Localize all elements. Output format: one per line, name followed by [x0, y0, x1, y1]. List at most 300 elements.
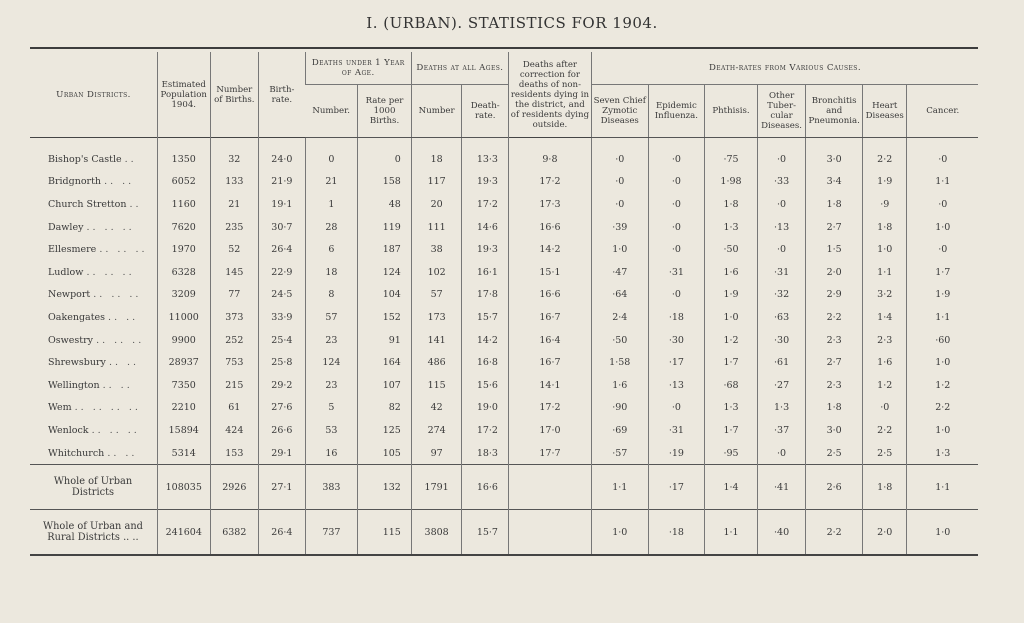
birth-rate-cell: 26·4: [259, 510, 306, 556]
header-other-tubercular: Other Tuber-cular Diseases.: [757, 85, 806, 138]
corrected-rate-cell: 16·4: [508, 329, 591, 352]
cancer-cell: 1·0: [907, 216, 978, 239]
births-cell: 235: [210, 216, 259, 239]
population-cell: 11000: [157, 306, 210, 329]
leader-dots: .. .. .. ..: [74, 402, 141, 414]
infant-deaths-cell: 8: [305, 284, 358, 307]
top-rule: [30, 47, 978, 49]
death-rate-cell: 15·7: [462, 510, 509, 556]
infant-rate-cell: 48: [358, 193, 412, 216]
district-name-cell: [30, 284, 157, 307]
infant-rate-cell: 0: [358, 138, 412, 171]
population-cell: 7350: [157, 374, 210, 397]
heart-cell: 1·4: [862, 306, 907, 329]
cancer-cell: 1·1: [907, 465, 978, 510]
leader-dots: .. ..: [104, 176, 135, 188]
infant-deaths-cell: 0: [305, 138, 358, 171]
infant-deaths-cell: 737: [305, 510, 358, 556]
deaths-cell: 111: [411, 216, 462, 239]
tubercular-cell: ·30: [757, 329, 806, 352]
district-name-cell: [30, 351, 157, 374]
zymotic-cell: ·47: [591, 261, 648, 284]
infant-rate-cell: 158: [358, 171, 412, 194]
zymotic-cell: ·64: [591, 284, 648, 307]
deaths-cell: 486: [411, 351, 462, 374]
district-name-cell: [30, 397, 157, 420]
influenza-cell: ·0: [648, 284, 705, 307]
influenza-cell: ·0: [648, 238, 705, 261]
bronchitis-cell: 3·0: [806, 138, 863, 171]
influenza-cell: ·31: [648, 261, 705, 284]
corrected-rate-cell: 16·6: [508, 284, 591, 307]
table-row: [30, 261, 978, 284]
leader-dots: .. ..: [108, 357, 140, 369]
table-row: [30, 238, 978, 261]
death-rate-cell: 19·3: [462, 238, 509, 261]
infant-deaths-cell: 18: [305, 261, 358, 284]
bronchitis-cell: 2·7: [806, 351, 863, 374]
tubercular-cell: ·33: [757, 171, 806, 194]
death-rate-cell: 15·7: [462, 306, 509, 329]
cancer-cell: ·0: [907, 138, 978, 171]
leader-dots: .. .. ..: [86, 266, 135, 278]
phthisis-cell: 1·7: [705, 419, 758, 442]
population-cell: 108035: [157, 465, 210, 510]
birth-rate-cell: 22·9: [259, 261, 306, 284]
heart-cell: 1·6: [862, 351, 907, 374]
births-cell: 2926: [210, 465, 259, 510]
infant-rate-cell: 115: [358, 510, 412, 556]
district-name-cell: [30, 306, 157, 329]
district-name: Newport: [48, 289, 91, 301]
births-cell: 424: [210, 419, 259, 442]
births-cell: 133: [210, 171, 259, 194]
tubercular-cell: ·0: [757, 238, 806, 261]
phthisis-cell: 1·2: [705, 329, 758, 352]
population-cell: 15894: [157, 419, 210, 442]
zymotic-cell: ·0: [591, 138, 648, 171]
district-name-cell: [30, 193, 157, 216]
table-row: [30, 193, 978, 216]
infant-deaths-cell: 6: [305, 238, 358, 261]
phthisis-cell: 1·98: [705, 171, 758, 194]
zymotic-cell: ·39: [591, 216, 648, 239]
deaths-cell: 3808: [411, 510, 462, 556]
birth-rate-cell: 26·4: [259, 238, 306, 261]
infant-rate-cell: 164: [358, 351, 412, 374]
zymotic-cell: ·50: [591, 329, 648, 352]
heart-cell: 1·1: [862, 261, 907, 284]
cancer-cell: ·0: [907, 238, 978, 261]
district-name: Whitchurch: [48, 447, 105, 459]
bronchitis-cell: 2·5: [806, 442, 863, 465]
corrected-rate-cell: 17·7: [508, 442, 591, 465]
total-rows: [30, 465, 978, 556]
cancer-cell: 1·1: [907, 306, 978, 329]
tubercular-cell: ·32: [757, 284, 806, 307]
birth-rate-cell: 33·9: [259, 306, 306, 329]
bronchitis-cell: 1·8: [806, 397, 863, 420]
influenza-cell: ·19: [648, 442, 705, 465]
tubercular-cell: ·0: [757, 138, 806, 171]
leader-dots: .. ..: [108, 311, 139, 323]
death-rate-cell: 15·6: [462, 374, 509, 397]
corrected-rate-cell: [508, 510, 591, 556]
phthisis-cell: 1·8: [705, 193, 758, 216]
population-cell: 5314: [157, 442, 210, 465]
zymotic-cell: ·57: [591, 442, 648, 465]
infant-deaths-cell: 16: [305, 442, 358, 465]
header-death-rates-various-causes: Death-rates from Various Causes.: [591, 52, 978, 85]
infant-rate-cell: 82: [358, 397, 412, 420]
population-cell: 1350: [157, 138, 210, 171]
district-name: Shrewsbury: [48, 357, 106, 369]
births-cell: 32: [210, 138, 259, 171]
corrected-rate-cell: 14·2: [508, 238, 591, 261]
infant-rate-cell: 124: [358, 261, 412, 284]
district-name: Oswestry: [48, 334, 94, 346]
births-cell: 145: [210, 261, 259, 284]
corrected-rate-cell: 17·2: [508, 171, 591, 194]
births-cell: 6382: [210, 510, 259, 556]
leader-dots: .. ..: [107, 447, 138, 459]
infant-deaths-cell: 383: [305, 465, 358, 510]
district-name: Dawley: [48, 221, 84, 233]
population-cell: 2210: [157, 397, 210, 420]
births-cell: 215: [210, 374, 259, 397]
cancer-cell: 1·2: [907, 374, 978, 397]
district-name-cell: [30, 442, 157, 465]
infant-rate-cell: 104: [358, 284, 412, 307]
header-deaths-under-1-rate: Rate per 1000 Births.: [358, 85, 412, 138]
infant-deaths-cell: 23: [305, 329, 358, 352]
tubercular-cell: ·13: [757, 216, 806, 239]
table-row: [30, 284, 978, 307]
header-bronchitis-pneumonia: Bronchitis and Pneumonia.: [806, 85, 863, 138]
header-cancer: Cancer.: [907, 85, 978, 138]
births-cell: 52: [210, 238, 259, 261]
district-name-cell: [30, 374, 157, 397]
zymotic-cell: 1·0: [591, 238, 648, 261]
birth-rate-cell: 29·2: [259, 374, 306, 397]
corrected-rate-cell: 17·2: [508, 397, 591, 420]
population-cell: 9900: [157, 329, 210, 352]
bronchitis-cell: 2·3: [806, 374, 863, 397]
district-rows: [30, 138, 978, 465]
corrected-rate-cell: 9·8: [508, 138, 591, 171]
infant-deaths-cell: 57: [305, 306, 358, 329]
leader-dots: ..: [129, 198, 142, 210]
deaths-cell: 173: [411, 306, 462, 329]
birth-rate-cell: 27·1: [259, 465, 306, 510]
district-name-cell: [30, 261, 157, 284]
influenza-cell: ·0: [648, 193, 705, 216]
table-row: [30, 442, 978, 465]
heart-cell: 1·8: [862, 465, 907, 510]
influenza-cell: ·0: [648, 138, 705, 171]
heart-cell: 1·2: [862, 374, 907, 397]
bronchitis-cell: 2·2: [806, 306, 863, 329]
corrected-rate-cell: 16·7: [508, 351, 591, 374]
tubercular-cell: ·0: [757, 193, 806, 216]
tubercular-cell: 1·3: [757, 397, 806, 420]
phthisis-cell: ·75: [705, 138, 758, 171]
statistics-table: [30, 52, 978, 556]
leader-dots: .. .. ..: [93, 289, 142, 301]
corrected-rate-cell: 16·6: [508, 216, 591, 239]
header-birth-rate: Birth-rate.: [259, 52, 306, 138]
table-row: [30, 306, 978, 329]
deaths-cell: 18: [411, 138, 462, 171]
tubercular-cell: ·31: [757, 261, 806, 284]
bronchitis-cell: 2·6: [806, 465, 863, 510]
header-deaths-under-1-year: Deaths under 1 Year of Age.: [305, 52, 411, 85]
table-row: [30, 397, 978, 420]
infant-rate-cell: 187: [358, 238, 412, 261]
district-name: Ellesmere: [48, 244, 97, 256]
heart-cell: 2·3: [862, 329, 907, 352]
births-cell: 252: [210, 329, 259, 352]
leader-dots: .. ..: [102, 379, 133, 391]
cancer-cell: 1·0: [907, 510, 978, 556]
heart-cell: 2·2: [862, 138, 907, 171]
district-name: Bishop's Castle: [48, 153, 122, 165]
bronchitis-cell: 2·0: [806, 261, 863, 284]
district-name: Wem: [48, 402, 72, 414]
bronchitis-cell: 2·2: [806, 510, 863, 556]
heart-cell: 1·8: [862, 216, 907, 239]
header-deaths-at-all-ages: Deaths at all Ages.: [411, 52, 508, 85]
header-estimated-population: Estimated Population 1904.: [157, 52, 210, 138]
birth-rate-cell: 25·4: [259, 329, 306, 352]
deaths-cell: 117: [411, 171, 462, 194]
population-cell: 6052: [157, 171, 210, 194]
bronchitis-cell: 1·8: [806, 193, 863, 216]
total-label: Whole of Urban and Rural Districts .. ..: [30, 510, 157, 556]
death-rate-cell: 18·3: [462, 442, 509, 465]
heart-cell: 2·0: [862, 510, 907, 556]
death-rate-cell: 16·1: [462, 261, 509, 284]
corrected-rate-cell: 14·1: [508, 374, 591, 397]
header-deaths-after-correction: Deaths after correction for deaths of non-residents dying in the district, and of residents dying outside.: [508, 52, 591, 138]
influenza-cell: ·30: [648, 329, 705, 352]
leader-dots: .. .. ..: [96, 334, 145, 346]
corrected-rate-cell: 15·1: [508, 261, 591, 284]
district-name-cell: [30, 138, 157, 171]
birth-rate-cell: 30·7: [259, 216, 306, 239]
total-label: Whole of Urban Districts: [30, 465, 157, 510]
heart-cell: 1·9: [862, 171, 907, 194]
cancer-cell: 1·3: [907, 442, 978, 465]
zymotic-cell: 2·4: [591, 306, 648, 329]
district-name: Wenlock: [48, 424, 89, 436]
bronchitis-cell: 3·4: [806, 171, 863, 194]
population-cell: 28937: [157, 351, 210, 374]
birth-rate-cell: 19·1: [259, 193, 306, 216]
total-row: [30, 465, 978, 510]
zymotic-cell: 1·58: [591, 351, 648, 374]
zymotic-cell: 1·0: [591, 510, 648, 556]
district-name-cell: [30, 238, 157, 261]
deaths-cell: 20: [411, 193, 462, 216]
heart-cell: 1·0: [862, 238, 907, 261]
page-title: I. (URBAN). STATISTICS FOR 1904.: [366, 14, 658, 32]
bronchitis-cell: 2·7: [806, 216, 863, 239]
infant-rate-cell: 91: [358, 329, 412, 352]
cancer-cell: 1·9: [907, 284, 978, 307]
phthisis-cell: 1·7: [705, 351, 758, 374]
birth-rate-cell: 21·9: [259, 171, 306, 194]
births-cell: 61: [210, 397, 259, 420]
infant-deaths-cell: 23: [305, 374, 358, 397]
death-rate-cell: 17·2: [462, 193, 509, 216]
population-cell: 7620: [157, 216, 210, 239]
birth-rate-cell: 27·6: [259, 397, 306, 420]
header-phthisis: Phthisis.: [705, 85, 758, 138]
infant-rate-cell: 105: [358, 442, 412, 465]
death-rate-cell: 17·8: [462, 284, 509, 307]
birth-rate-cell: 29·1: [259, 442, 306, 465]
leader-dots: .. .. ..: [99, 244, 148, 256]
leader-dots: ..: [124, 153, 137, 165]
header-deaths-all-number: Number: [411, 85, 462, 138]
deaths-cell: 1791: [411, 465, 462, 510]
table-row: [30, 216, 978, 239]
phthisis-cell: ·68: [705, 374, 758, 397]
tubercular-cell: ·63: [757, 306, 806, 329]
death-rate-cell: 13·3: [462, 138, 509, 171]
births-cell: 373: [210, 306, 259, 329]
infant-deaths-cell: 28: [305, 216, 358, 239]
phthisis-cell: 1·0: [705, 306, 758, 329]
phthisis-cell: 1·4: [705, 465, 758, 510]
influenza-cell: ·17: [648, 351, 705, 374]
tubercular-cell: ·37: [757, 419, 806, 442]
death-rate-cell: 16·8: [462, 351, 509, 374]
deaths-cell: 274: [411, 419, 462, 442]
phthisis-cell: ·95: [705, 442, 758, 465]
district-name-cell: [30, 329, 157, 352]
bronchitis-cell: 1·5: [806, 238, 863, 261]
influenza-cell: ·31: [648, 419, 705, 442]
tubercular-cell: ·27: [757, 374, 806, 397]
district-name: Church Stretton: [48, 198, 127, 210]
bronchitis-cell: 3·0: [806, 419, 863, 442]
birth-rate-cell: 26·6: [259, 419, 306, 442]
table-row: [30, 374, 978, 397]
population-cell: 1970: [157, 238, 210, 261]
cancer-cell: ·60: [907, 329, 978, 352]
heart-cell: 2·5: [862, 442, 907, 465]
zymotic-cell: ·69: [591, 419, 648, 442]
total-row: [30, 510, 978, 556]
bronchitis-cell: 2·9: [806, 284, 863, 307]
phthisis-cell: 1·3: [705, 216, 758, 239]
header-heart-diseases: Heart Diseases: [862, 85, 907, 138]
infant-rate-cell: 132: [358, 465, 412, 510]
table-row: [30, 329, 978, 352]
table-row: [30, 171, 978, 194]
cancer-cell: 1·1: [907, 171, 978, 194]
deaths-cell: 57: [411, 284, 462, 307]
influenza-cell: ·0: [648, 171, 705, 194]
infant-deaths-cell: 5: [305, 397, 358, 420]
header-zymotic-diseases: Seven Chief Zymotic Diseases: [591, 85, 648, 138]
births-cell: 21: [210, 193, 259, 216]
influenza-cell: ·17: [648, 465, 705, 510]
deaths-cell: 141: [411, 329, 462, 352]
cancer-cell: 2·2: [907, 397, 978, 420]
bronchitis-cell: 2·3: [806, 329, 863, 352]
corrected-rate-cell: 16·7: [508, 306, 591, 329]
zymotic-cell: ·90: [591, 397, 648, 420]
header-deaths-under-1-number: Number.: [305, 85, 358, 138]
population-cell: 3209: [157, 284, 210, 307]
tubercular-cell: ·41: [757, 465, 806, 510]
population-cell: 1160: [157, 193, 210, 216]
infant-deaths-cell: 53: [305, 419, 358, 442]
cancer-cell: 1·0: [907, 419, 978, 442]
phthisis-cell: 1·1: [705, 510, 758, 556]
births-cell: 753: [210, 351, 259, 374]
infant-deaths-cell: 21: [305, 171, 358, 194]
tubercular-cell: ·0: [757, 442, 806, 465]
deaths-cell: 42: [411, 397, 462, 420]
infant-rate-cell: 125: [358, 419, 412, 442]
birth-rate-cell: 24·0: [259, 138, 306, 171]
death-rate-cell: 14·6: [462, 216, 509, 239]
district-name-cell: [30, 216, 157, 239]
infant-deaths-cell: 124: [305, 351, 358, 374]
death-rate-cell: 14·2: [462, 329, 509, 352]
district-name-cell: [30, 419, 157, 442]
infant-rate-cell: 119: [358, 216, 412, 239]
births-cell: 153: [210, 442, 259, 465]
district-name: Bridgnorth: [48, 176, 102, 188]
influenza-cell: ·13: [648, 374, 705, 397]
influenza-cell: ·18: [648, 510, 705, 556]
deaths-cell: 102: [411, 261, 462, 284]
leader-dots: .. .. ..: [86, 221, 135, 233]
corrected-rate-cell: 17·0: [508, 419, 591, 442]
death-rate-cell: 19·0: [462, 397, 509, 420]
births-cell: 77: [210, 284, 259, 307]
header-urban-districts: Urban Districts.: [56, 89, 131, 100]
district-name: Ludlow: [48, 266, 84, 278]
influenza-cell: ·18: [648, 306, 705, 329]
header-epidemic-influenza: Epidemic Influenza.: [648, 85, 705, 138]
leader-dots: .. .. ..: [91, 424, 140, 436]
infant-deaths-cell: 1: [305, 193, 358, 216]
district-name-cell: [30, 171, 157, 194]
population-cell: 6328: [157, 261, 210, 284]
phthisis-cell: 1·9: [705, 284, 758, 307]
death-rate-cell: 19·3: [462, 171, 509, 194]
cancer-cell: 1·7: [907, 261, 978, 284]
population-cell: 241604: [157, 510, 210, 556]
zymotic-cell: ·0: [591, 193, 648, 216]
heart-cell: ·9: [862, 193, 907, 216]
influenza-cell: ·0: [648, 216, 705, 239]
header-number-of-births: Number of Births.: [210, 52, 259, 138]
cancer-cell: ·0: [907, 193, 978, 216]
birth-rate-cell: 25·8: [259, 351, 306, 374]
heart-cell: ·0: [862, 397, 907, 420]
zymotic-cell: 1·6: [591, 374, 648, 397]
phthisis-cell: 1·3: [705, 397, 758, 420]
heart-cell: 2·2: [862, 419, 907, 442]
phthisis-cell: ·50: [705, 238, 758, 261]
